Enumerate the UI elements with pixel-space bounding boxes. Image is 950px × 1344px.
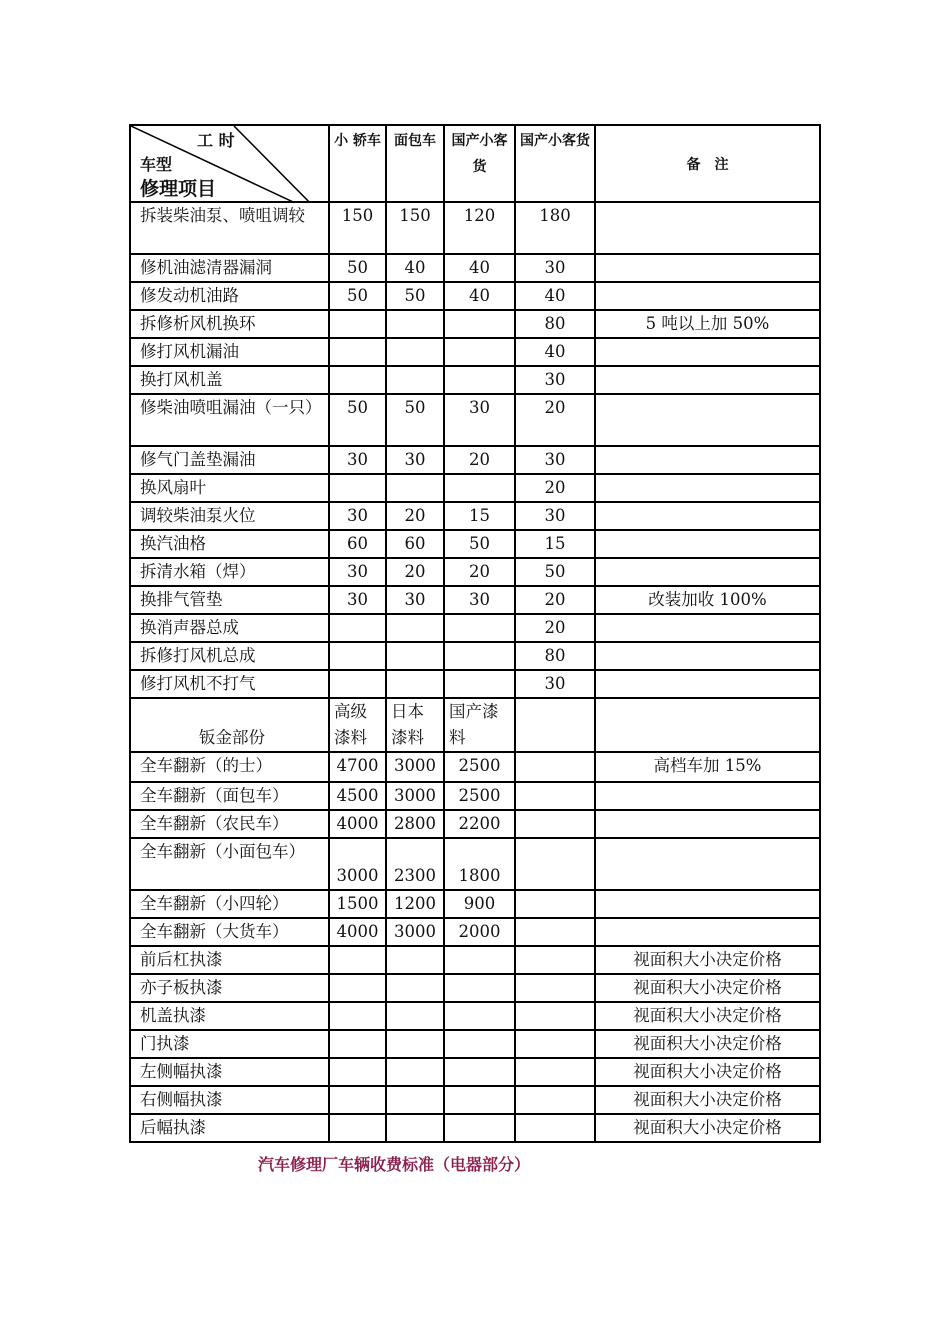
- corner-header-cell: [130, 125, 329, 202]
- repair-item-cell: 换风扇叶: [130, 474, 329, 502]
- table-row: [130, 890, 820, 918]
- van-hours-cell: 150: [386, 202, 444, 254]
- domestic-2-hours-cell: 30: [515, 366, 595, 394]
- empty-cell: [595, 698, 820, 752]
- domestic-1-hours-cell: 50: [444, 530, 515, 558]
- domestic-paint-price-cell: 900: [444, 890, 515, 918]
- domestic-paint-price-cell: [444, 974, 515, 1002]
- japan-paint-price-cell: 3000: [386, 752, 444, 782]
- domestic-paint-price-cell: 1800: [444, 838, 515, 890]
- empty-cell: [515, 890, 595, 918]
- empty-cell: [515, 1030, 595, 1058]
- table-row: [130, 366, 820, 394]
- table-row: [130, 530, 820, 558]
- premium-paint-price-cell: 4000: [329, 918, 386, 946]
- table-row: [130, 446, 820, 474]
- sheet-metal-item-cell: 全车翻新（小面包车）: [130, 838, 329, 890]
- table-row: [130, 670, 820, 698]
- repair-item-cell: 换打风机盖: [130, 366, 329, 394]
- remark-cell: [595, 446, 820, 474]
- empty-cell: [515, 782, 595, 810]
- remark-cell: 5 吨以上加 50%: [595, 310, 820, 338]
- van-hours-cell: [386, 642, 444, 670]
- sheet-metal-item-cell: 全车翻新（大货车）: [130, 918, 329, 946]
- table-row: [130, 558, 820, 586]
- japan-paint-price-cell: [386, 1086, 444, 1114]
- remark-cell: [595, 670, 820, 698]
- domestic-1-hours-cell: 30: [444, 586, 515, 614]
- van-hours-cell: 30: [386, 446, 444, 474]
- premium-paint-price-cell: [329, 1114, 386, 1142]
- table-row: [130, 1058, 820, 1086]
- repair-item-cell: 修打风机漏油: [130, 338, 329, 366]
- corner-vehicle-label: 车型: [140, 155, 173, 174]
- domestic-paint-price-cell: [444, 1002, 515, 1030]
- remark-cell: 视面积大小决定价格: [595, 946, 820, 974]
- table-row: [130, 810, 820, 838]
- premium-paint-price-cell: 4000: [329, 810, 386, 838]
- domestic-2-hours-cell: 30: [515, 502, 595, 530]
- domestic-paint-price-cell: [444, 946, 515, 974]
- table-row: [130, 752, 820, 782]
- domestic-2-hours-cell: 180: [515, 202, 595, 254]
- premium-paint-price-cell: [329, 1058, 386, 1086]
- remark-cell: [595, 338, 820, 366]
- table-row: [130, 310, 820, 338]
- col-header-van: 面包车: [386, 125, 444, 202]
- domestic-paint-header: 国产漆料: [444, 698, 515, 752]
- van-hours-cell: 60: [386, 530, 444, 558]
- van-hours-cell: [386, 366, 444, 394]
- sheet-metal-item-cell: 全车翻新（的士）: [130, 752, 329, 782]
- header-row: [130, 125, 820, 202]
- table-row: [130, 474, 820, 502]
- domestic-2-hours-cell: 40: [515, 338, 595, 366]
- footer-title: 汽车修理厂车辆收费标准（电器部分）: [258, 1155, 531, 1174]
- domestic-1-hours-cell: [444, 614, 515, 642]
- van-hours-cell: 30: [386, 586, 444, 614]
- sheet-metal-item-cell: 全车翻新（农民车）: [130, 810, 329, 838]
- sheet-metal-item-cell: 亦子板执漆: [130, 974, 329, 1002]
- repair-item-cell: 修发动机油路: [130, 282, 329, 310]
- table-row: [130, 586, 820, 614]
- japan-paint-price-cell: 2800: [386, 810, 444, 838]
- premium-paint-price-cell: [329, 1030, 386, 1058]
- table-row: [130, 642, 820, 670]
- domestic-1-hours-cell: [444, 310, 515, 338]
- japan-paint-price-cell: [386, 1058, 444, 1086]
- sedan-hours-cell: 30: [329, 502, 386, 530]
- domestic-1-hours-cell: [444, 366, 515, 394]
- premium-paint-price-cell: 3000: [329, 838, 386, 890]
- domestic-paint-price-cell: 2500: [444, 782, 515, 810]
- domestic-paint-price-cell: 2000: [444, 918, 515, 946]
- domestic-2-hours-cell: 80: [515, 310, 595, 338]
- repair-item-cell: 修气门盖垫漏油: [130, 446, 329, 474]
- van-hours-cell: 50: [386, 394, 444, 446]
- sheet-metal-header-row: [130, 698, 820, 752]
- empty-cell: [515, 946, 595, 974]
- empty-cell: [515, 918, 595, 946]
- table-row: [130, 1114, 820, 1142]
- table-row: [130, 614, 820, 642]
- premium-paint-price-cell: [329, 1086, 386, 1114]
- premium-paint-price-cell: 4500: [329, 782, 386, 810]
- domestic-1-hours-cell: [444, 670, 515, 698]
- domestic-2-hours-cell: 30: [515, 254, 595, 282]
- remark-cell: [595, 614, 820, 642]
- remark-cell: [595, 202, 820, 254]
- japan-paint-price-cell: 3000: [386, 918, 444, 946]
- premium-paint-price-cell: 4700: [329, 752, 386, 782]
- domestic-1-hours-cell: 40: [444, 254, 515, 282]
- sheet-metal-item-cell: 门执漆: [130, 1030, 329, 1058]
- japan-paint-price-cell: 3000: [386, 782, 444, 810]
- domestic-paint-price-cell: [444, 1114, 515, 1142]
- japan-paint-header: 日本漆料: [386, 698, 444, 752]
- domestic-1-hours-cell: 20: [444, 558, 515, 586]
- remark-cell: 视面积大小决定价格: [595, 1002, 820, 1030]
- table-row: [130, 782, 820, 810]
- repair-item-cell: 修打风机不打气: [130, 670, 329, 698]
- sedan-hours-cell: [329, 310, 386, 338]
- japan-paint-price-cell: [386, 1030, 444, 1058]
- table-row: [130, 254, 820, 282]
- remark-cell: 高档车加 15%: [595, 752, 820, 782]
- sedan-hours-cell: [329, 642, 386, 670]
- sheet-metal-section-label: 钣金部份: [130, 698, 329, 752]
- domestic-paint-price-cell: [444, 1086, 515, 1114]
- table-row: [130, 338, 820, 366]
- sedan-hours-cell: 50: [329, 254, 386, 282]
- empty-cell: [515, 974, 595, 1002]
- col-header-remarks: 备 注: [595, 125, 820, 202]
- domestic-paint-price-cell: [444, 1058, 515, 1086]
- repair-item-cell: 换消声器总成: [130, 614, 329, 642]
- repair-item-cell: 拆清水箱（焊）: [130, 558, 329, 586]
- domestic-1-hours-cell: 20: [444, 446, 515, 474]
- empty-cell: [515, 838, 595, 890]
- empty-cell: [515, 1002, 595, 1030]
- japan-paint-price-cell: [386, 1002, 444, 1030]
- sedan-hours-cell: [329, 670, 386, 698]
- empty-cell: [515, 810, 595, 838]
- domestic-2-hours-cell: 50: [515, 558, 595, 586]
- domestic-paint-price-cell: 2500: [444, 752, 515, 782]
- remark-cell: 视面积大小决定价格: [595, 974, 820, 1002]
- repair-item-cell: 调较柴油泵火位: [130, 502, 329, 530]
- domestic-2-hours-cell: 80: [515, 642, 595, 670]
- remark-cell: [595, 558, 820, 586]
- van-hours-cell: 20: [386, 502, 444, 530]
- repair-item-cell: 拆修析风机换环: [130, 310, 329, 338]
- domestic-2-hours-cell: 15: [515, 530, 595, 558]
- japan-paint-price-cell: 1200: [386, 890, 444, 918]
- domestic-1-hours-cell: [444, 642, 515, 670]
- domestic-1-hours-cell: 30: [444, 394, 515, 446]
- van-hours-cell: [386, 474, 444, 502]
- remark-cell: [595, 918, 820, 946]
- van-hours-cell: [386, 614, 444, 642]
- premium-paint-price-cell: [329, 1002, 386, 1030]
- remark-cell: [595, 474, 820, 502]
- remark-cell: [595, 282, 820, 310]
- remark-cell: 视面积大小决定价格: [595, 1114, 820, 1142]
- remark-cell: 视面积大小决定价格: [595, 1086, 820, 1114]
- domestic-1-hours-cell: [444, 474, 515, 502]
- empty-cell: [515, 698, 595, 752]
- sedan-hours-cell: 30: [329, 558, 386, 586]
- domestic-1-hours-cell: 15: [444, 502, 515, 530]
- van-hours-cell: 50: [386, 282, 444, 310]
- repair-item-cell: 修机油滤清器漏洞: [130, 254, 329, 282]
- sheet-metal-item-cell: 左侧幅执漆: [130, 1058, 329, 1086]
- sedan-hours-cell: 150: [329, 202, 386, 254]
- domestic-2-hours-cell: 20: [515, 474, 595, 502]
- domestic-paint-price-cell: [444, 1030, 515, 1058]
- empty-cell: [515, 1086, 595, 1114]
- table-row: [130, 838, 820, 890]
- corner-hours-label: 工 时: [197, 131, 235, 150]
- sheet-metal-item-cell: 全车翻新（小四轮）: [130, 890, 329, 918]
- empty-cell: [515, 752, 595, 782]
- sedan-hours-cell: 30: [329, 586, 386, 614]
- remark-cell: 视面积大小决定价格: [595, 1058, 820, 1086]
- van-hours-cell: [386, 310, 444, 338]
- premium-paint-header: 高级漆料: [329, 698, 386, 752]
- sheet-metal-item-cell: 右侧幅执漆: [130, 1086, 329, 1114]
- table-row: [130, 918, 820, 946]
- sedan-hours-cell: [329, 614, 386, 642]
- table-row: [130, 1002, 820, 1030]
- col-header-sedan: 小 轿车: [329, 125, 386, 202]
- remark-cell: [595, 890, 820, 918]
- japan-paint-price-cell: [386, 1114, 444, 1142]
- sheet-metal-item-cell: 全车翻新（面包车）: [130, 782, 329, 810]
- remark-cell: [595, 254, 820, 282]
- empty-cell: [515, 1058, 595, 1086]
- table-row: [130, 394, 820, 446]
- sedan-hours-cell: [329, 474, 386, 502]
- remark-cell: [595, 366, 820, 394]
- remark-cell: [595, 394, 820, 446]
- sedan-hours-cell: [329, 338, 386, 366]
- van-hours-cell: 20: [386, 558, 444, 586]
- remark-cell: [595, 782, 820, 810]
- van-hours-cell: [386, 338, 444, 366]
- sheet-metal-item-cell: 机盖执漆: [130, 1002, 329, 1030]
- table-row: [130, 974, 820, 1002]
- sheet-metal-item-cell: 后幅执漆: [130, 1114, 329, 1142]
- repair-fee-table: [129, 124, 821, 1143]
- repair-item-cell: 换排气管垫: [130, 586, 329, 614]
- premium-paint-price-cell: 1500: [329, 890, 386, 918]
- sedan-hours-cell: 60: [329, 530, 386, 558]
- remark-cell: [595, 530, 820, 558]
- col-header-domestic-1: 国产小客货: [444, 125, 515, 202]
- empty-cell: [515, 1114, 595, 1142]
- remark-cell: [595, 502, 820, 530]
- table-row: [130, 946, 820, 974]
- domestic-1-hours-cell: [444, 338, 515, 366]
- repair-item-cell: 换汽油格: [130, 530, 329, 558]
- domestic-2-hours-cell: 20: [515, 394, 595, 446]
- corner-item-label: 修理项目: [140, 178, 217, 200]
- japan-paint-price-cell: [386, 974, 444, 1002]
- remark-cell: [595, 838, 820, 890]
- repair-item-cell: 拆装柴油泵、喷咀调较: [130, 202, 329, 254]
- table-row: [130, 202, 820, 254]
- remark-cell: 改装加收 100%: [595, 586, 820, 614]
- repair-item-cell: 修柴油喷咀漏油（一只）: [130, 394, 329, 446]
- van-hours-cell: [386, 670, 444, 698]
- sedan-hours-cell: [329, 366, 386, 394]
- remark-cell: [595, 642, 820, 670]
- sedan-hours-cell: 50: [329, 394, 386, 446]
- domestic-2-hours-cell: 40: [515, 282, 595, 310]
- van-hours-cell: 40: [386, 254, 444, 282]
- table-row: [130, 1086, 820, 1114]
- domestic-paint-price-cell: 2200: [444, 810, 515, 838]
- premium-paint-price-cell: [329, 946, 386, 974]
- sedan-hours-cell: 30: [329, 446, 386, 474]
- japan-paint-price-cell: 2300: [386, 838, 444, 890]
- domestic-2-hours-cell: 30: [515, 446, 595, 474]
- table-row: [130, 282, 820, 310]
- domestic-2-hours-cell: 20: [515, 586, 595, 614]
- premium-paint-price-cell: [329, 974, 386, 1002]
- domestic-1-hours-cell: 40: [444, 282, 515, 310]
- japan-paint-price-cell: [386, 946, 444, 974]
- domestic-2-hours-cell: 20: [515, 614, 595, 642]
- domestic-2-hours-cell: 30: [515, 670, 595, 698]
- domestic-1-hours-cell: 120: [444, 202, 515, 254]
- remark-cell: [595, 810, 820, 838]
- sheet-metal-item-cell: 前后杠执漆: [130, 946, 329, 974]
- remark-cell: 视面积大小决定价格: [595, 1030, 820, 1058]
- repair-item-cell: 拆修打风机总成: [130, 642, 329, 670]
- col-header-domestic-2: 国产小客货: [515, 125, 595, 202]
- table-row: [130, 502, 820, 530]
- table-row: [130, 1030, 820, 1058]
- sedan-hours-cell: 50: [329, 282, 386, 310]
